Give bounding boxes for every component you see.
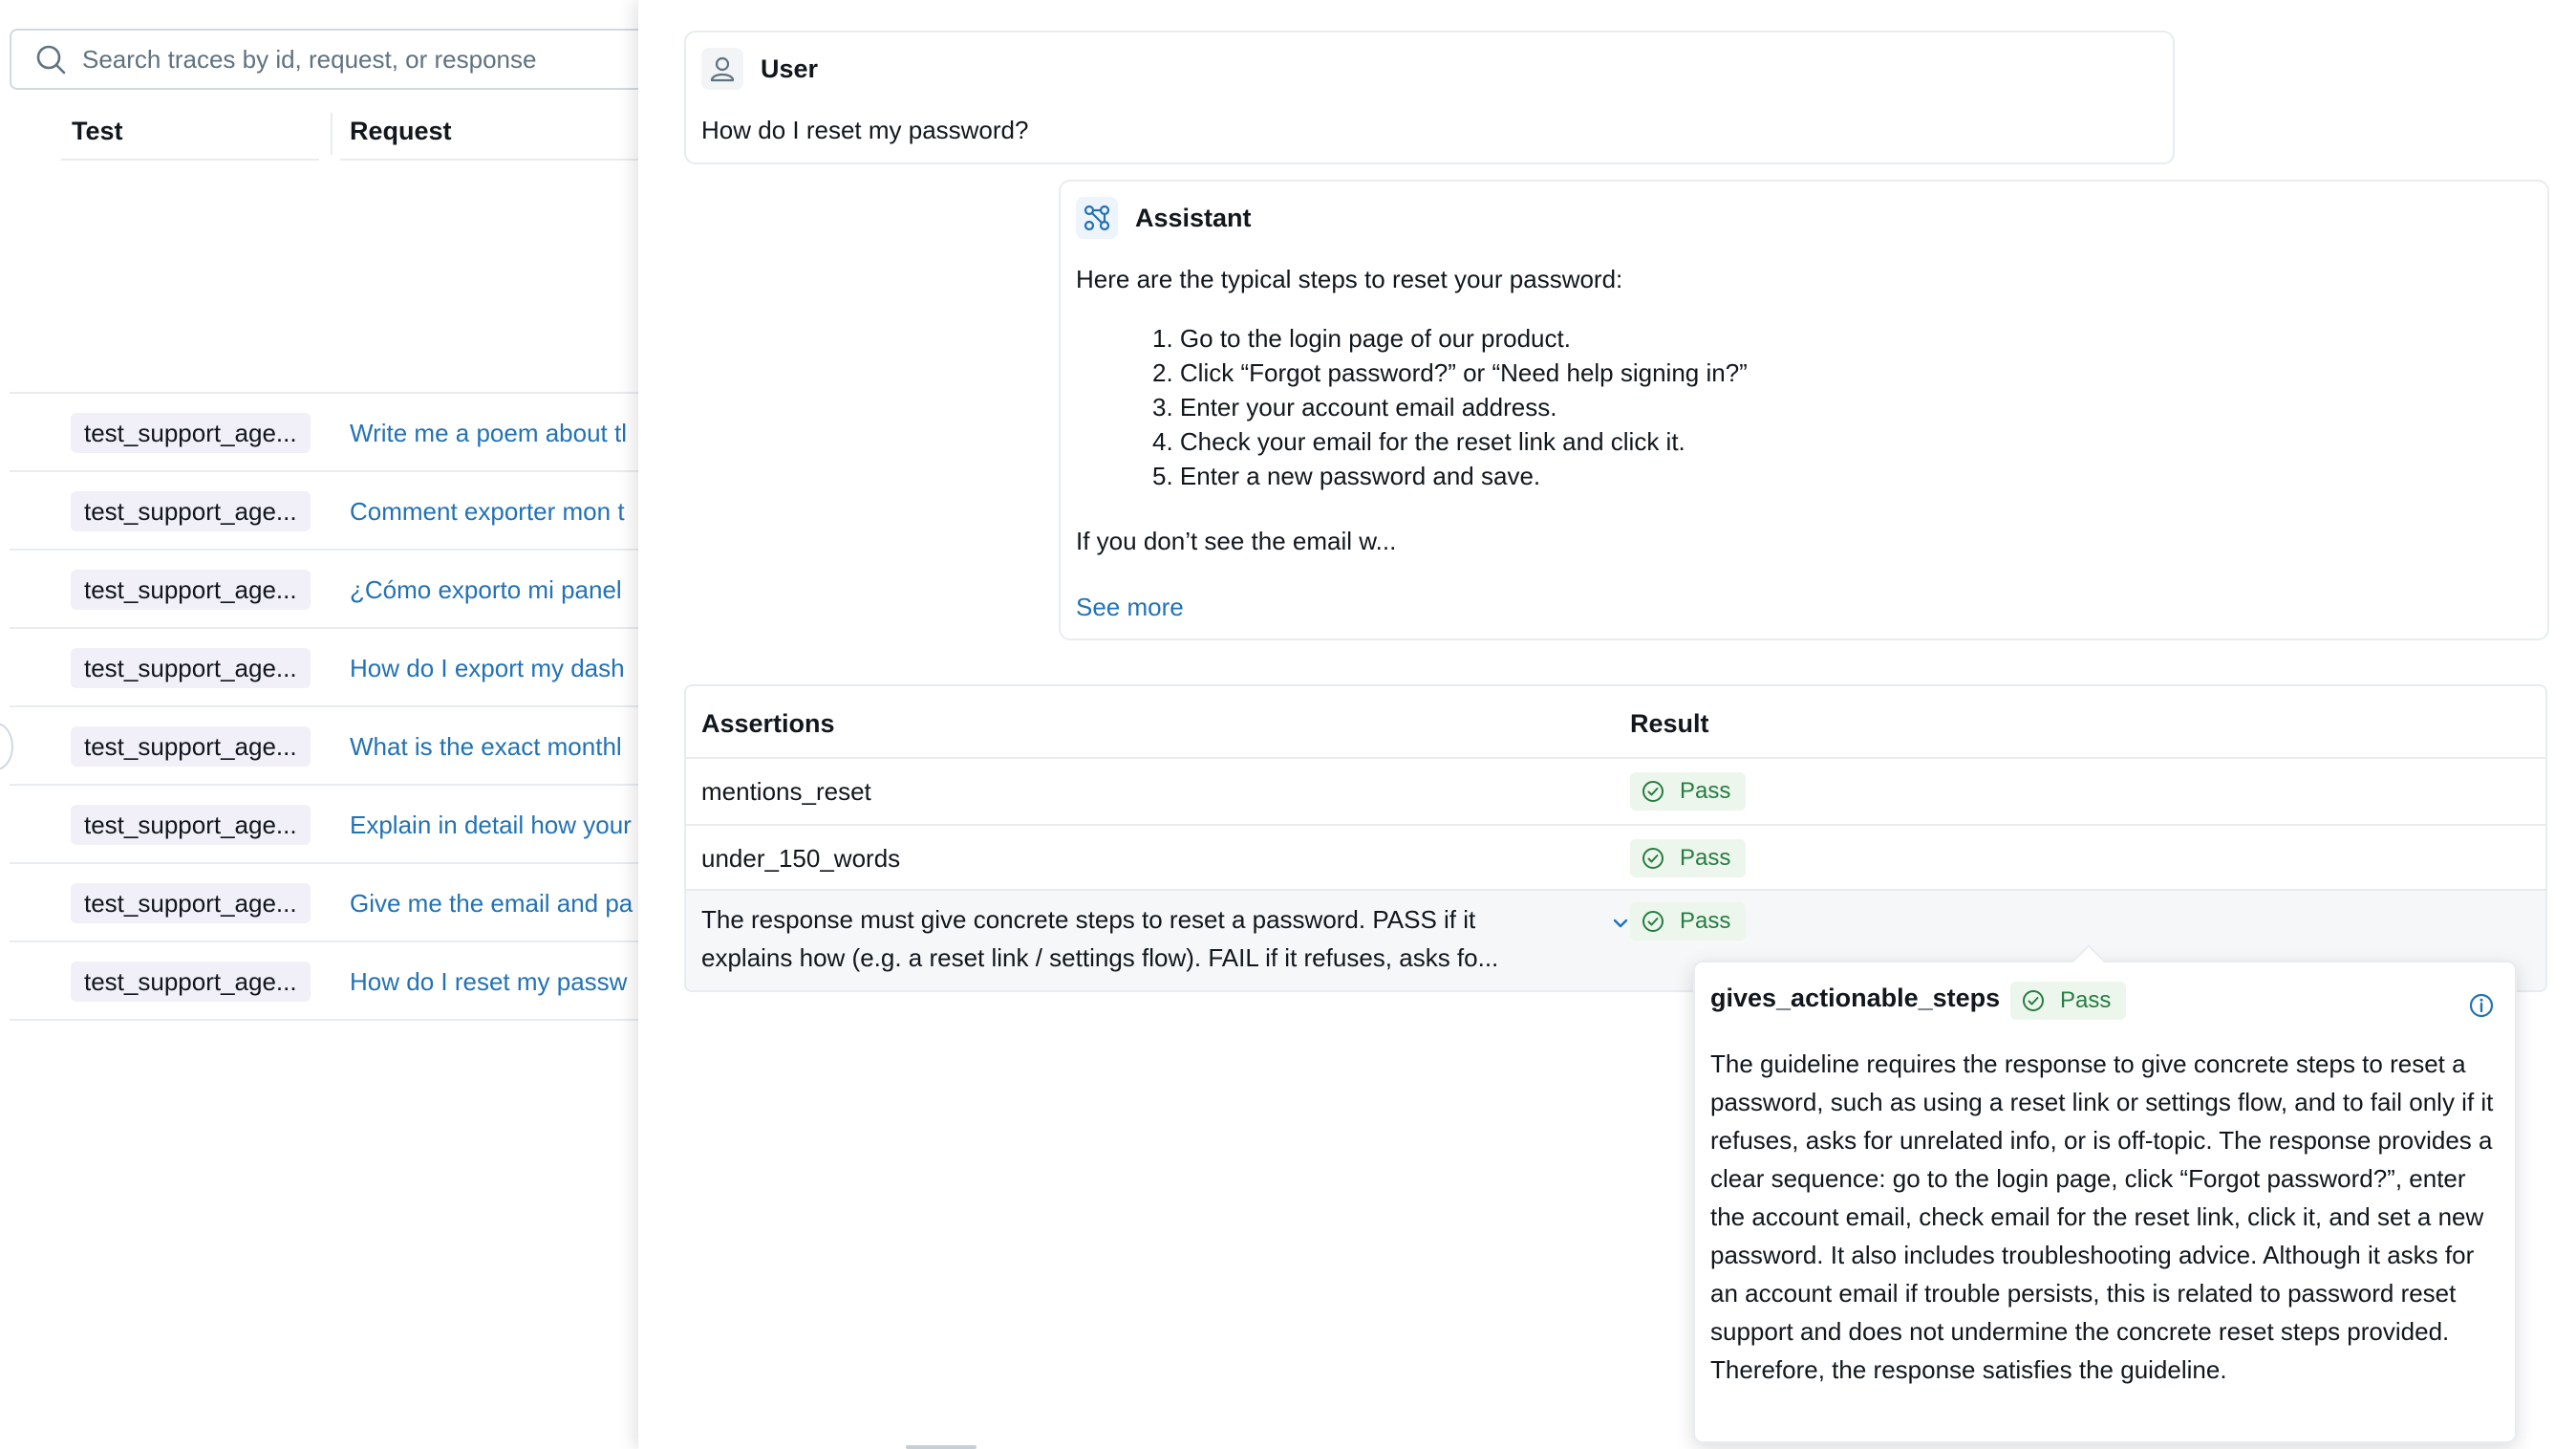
assertion-row[interactable] bbox=[686, 759, 2545, 826]
list-item: 5. Enter a new password and save. bbox=[1152, 462, 1541, 490]
table-row[interactable] bbox=[10, 864, 638, 942]
assistant-truncated-text: If you don’t see the email w... bbox=[1076, 527, 1397, 555]
test-tag: test_support_age... bbox=[71, 570, 311, 610]
test-tag: test_support_age... bbox=[71, 726, 311, 767]
column-resize-handle[interactable] bbox=[331, 113, 333, 155]
pass-label: Pass bbox=[1680, 778, 1731, 804]
see-more-link[interactable]: See more bbox=[1076, 593, 1184, 621]
user-message-header bbox=[701, 48, 818, 90]
table-row[interactable] bbox=[10, 394, 638, 472]
assertions-table-header bbox=[686, 686, 2545, 759]
column-header-test[interactable]: Test bbox=[72, 117, 123, 145]
test-tag: test_support_age... bbox=[71, 491, 311, 531]
request-link[interactable]: How do I reset my passw bbox=[350, 967, 628, 996]
column-header-request[interactable]: Request bbox=[350, 117, 452, 145]
check-circle-icon bbox=[1642, 847, 1664, 870]
table-row[interactable] bbox=[10, 472, 638, 551]
column-header-divider bbox=[61, 159, 319, 161]
pass-badge[interactable] bbox=[1630, 839, 1746, 877]
table-row[interactable] bbox=[10, 629, 638, 707]
request-link[interactable]: Give me the email and pa bbox=[350, 889, 633, 918]
result-header: Result bbox=[1630, 709, 1709, 738]
request-link[interactable]: Comment exporter mon t bbox=[350, 497, 625, 526]
user-message-text: How do I reset my password? bbox=[701, 116, 1029, 144]
assertion-name: mentions_reset bbox=[701, 777, 871, 806]
traces-table-panel bbox=[0, 0, 638, 1449]
request-link[interactable]: What is the exact monthl bbox=[350, 732, 622, 761]
test-tag: test_support_age... bbox=[71, 962, 311, 1002]
request-link[interactable]: ¿Cómo exporto mi panel bbox=[350, 575, 622, 604]
pass-label: Pass bbox=[2060, 987, 2112, 1013]
search-input[interactable] bbox=[10, 29, 638, 90]
assertion-description-line: The response must give concrete steps to reset a password. PASS if it bbox=[701, 905, 1476, 934]
table-row[interactable] bbox=[10, 551, 638, 629]
user-role-label: User bbox=[761, 54, 819, 83]
pass-badge[interactable] bbox=[1630, 902, 1746, 941]
user-avatar bbox=[701, 48, 743, 90]
assistant-intro-text: Here are the typical steps to reset your password: bbox=[1076, 265, 1623, 293]
popover-title: gives_actionable_steps bbox=[1710, 984, 2001, 1012]
request-link[interactable]: Write me a poem about tl bbox=[350, 419, 627, 447]
chevron-down-icon[interactable] bbox=[1609, 912, 1632, 935]
user-message-card bbox=[684, 31, 2175, 164]
test-tag: test_support_age... bbox=[71, 413, 311, 453]
trace-detail-drawer bbox=[638, 0, 2576, 1449]
pass-label: Pass bbox=[1680, 845, 1731, 871]
assertion-row[interactable] bbox=[686, 826, 2545, 891]
assertion-rationale-popover bbox=[1693, 961, 2517, 1443]
column-header-divider bbox=[340, 159, 638, 161]
assistant-message-header bbox=[1076, 197, 1252, 239]
assertions-table bbox=[684, 684, 2547, 992]
request-link[interactable]: Explain in detail how your bbox=[350, 811, 632, 839]
popover-rationale-text: The guideline requires the response to give concrete steps to reset a password, such as using a reset link or settings flow, and to fail only if it refuses, asks for unrelated info, or is off-topic. The response provides a clear sequence: go to the login page, click “Forgot password?”, enter the account email, check email for the reset link, click it, and set a new password. It also includes troubleshooting advice. Although it asks for an account email if trouble persists, this is related to password reset support and does not undermine the concrete reset steps provided. Therefore, the response satisfies the guideline. bbox=[1710, 1049, 2494, 1384]
list-item: 1. Go to the login page of our product. bbox=[1152, 324, 1571, 353]
table-row[interactable] bbox=[10, 707, 638, 786]
test-tag: test_support_age... bbox=[71, 883, 311, 923]
assistant-icon bbox=[1082, 203, 1112, 233]
assistant-avatar bbox=[1076, 197, 1118, 239]
scrollbar-thumb[interactable] bbox=[906, 1445, 977, 1449]
search-icon bbox=[34, 43, 67, 76]
test-tag: test_support_age... bbox=[71, 648, 311, 688]
pass-label: Pass bbox=[1680, 908, 1731, 934]
list-item: 4. Check your email for the reset link and click it. bbox=[1152, 427, 1685, 456]
table-row[interactable] bbox=[10, 786, 638, 864]
assertion-name: under_150_words bbox=[701, 844, 901, 873]
table-row[interactable] bbox=[10, 942, 638, 1021]
request-link[interactable]: How do I export my dash bbox=[350, 654, 625, 682]
info-icon[interactable] bbox=[2467, 991, 2496, 1020]
assertion-description-line: explains how (e.g. a reset link / settings flow). FAIL if it refuses, asks fo... bbox=[701, 943, 1499, 972]
assistant-message-card bbox=[1059, 180, 2549, 640]
user-icon bbox=[708, 54, 737, 83]
check-circle-icon bbox=[1642, 780, 1664, 803]
test-tag: test_support_age... bbox=[71, 805, 311, 845]
pass-badge[interactable] bbox=[1630, 772, 1746, 811]
check-circle-icon bbox=[2022, 989, 2045, 1012]
search-placeholder: Search traces by id, request, or response bbox=[82, 44, 537, 74]
assertions-header: Assertions bbox=[701, 709, 835, 738]
pass-badge bbox=[2010, 982, 2126, 1020]
check-circle-icon bbox=[1642, 910, 1664, 933]
assistant-role-label: Assistant bbox=[1135, 203, 1252, 232]
assistant-steps-list bbox=[1152, 321, 1748, 493]
list-item: 3. Enter your account email address. bbox=[1152, 393, 1557, 422]
list-item: 2. Click “Forgot password?” or “Need help signing in?” bbox=[1152, 358, 1748, 387]
